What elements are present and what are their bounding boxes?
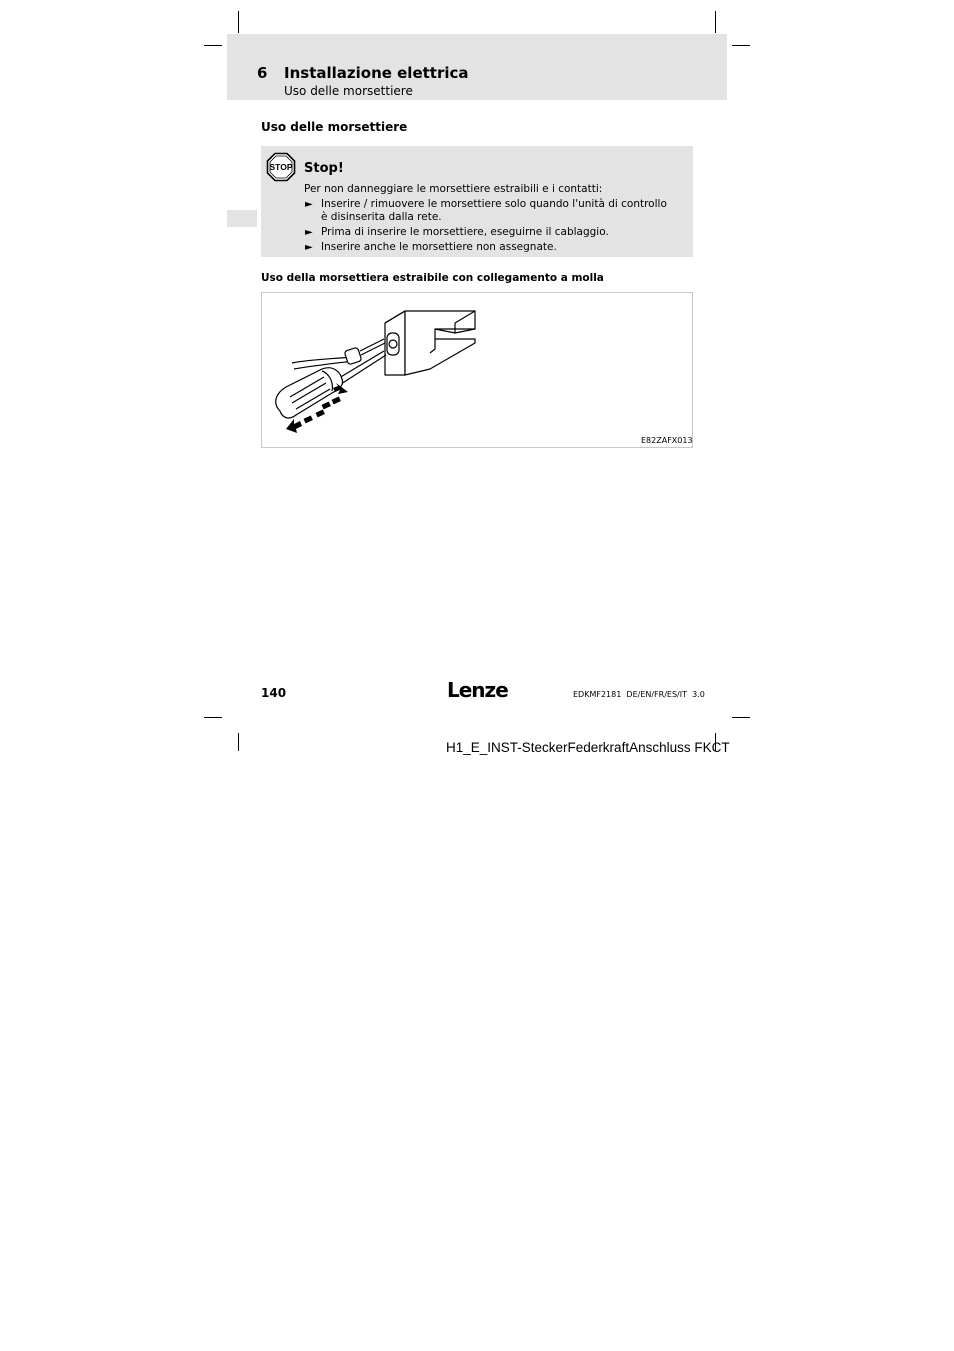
stop-item: Prima di inserire le morsettiere, eseguirne il cablaggio.	[321, 226, 609, 238]
stop-sign-icon	[266, 152, 296, 182]
language-side-tab	[227, 210, 257, 227]
stop-intro-text: Per non danneggiare le morsettiere estraibili e i contatti:	[304, 183, 603, 195]
figure-title: Uso della morsettiera estraibile con collegamento a molla	[261, 272, 604, 284]
bullet-arrow: ►	[305, 227, 313, 238]
crop-mark	[732, 717, 750, 718]
bullet-arrow: ►	[305, 242, 313, 253]
stop-icon-text: STOP	[269, 162, 293, 172]
crop-mark	[204, 45, 222, 46]
screwdriver-terminal-illustration	[262, 293, 692, 447]
section-title: Uso delle morsettiere	[261, 120, 408, 134]
lenze-logo: Lenze	[447, 678, 508, 702]
bullet-arrow: ►	[305, 199, 313, 210]
figure-code: E82ZAFX013	[641, 436, 693, 445]
source-file-name: H1_E_INST-SteckerFederkraftAnschluss FKCT	[446, 740, 730, 755]
stop-item: Inserire anche le morsettiere non assegnate.	[321, 241, 557, 253]
document-code: EDKMF2181 DE/EN/FR/ES/IT 3.0	[573, 690, 705, 699]
stop-heading: Stop!	[304, 161, 344, 176]
crop-mark	[238, 11, 239, 33]
chapter-number: 6	[257, 64, 268, 82]
crop-mark	[238, 733, 239, 751]
crop-mark	[204, 717, 222, 718]
crop-mark	[715, 11, 716, 33]
page-number: 140	[261, 686, 287, 700]
crop-mark	[732, 45, 750, 46]
chapter-title: Installazione elettrica	[284, 64, 469, 82]
stop-item: Inserire / rimuovere le morsettiere solo quando l'unità di controllo è disinserita dalla rete.	[321, 198, 667, 223]
chapter-subtitle: Uso delle morsettiere	[284, 84, 413, 98]
